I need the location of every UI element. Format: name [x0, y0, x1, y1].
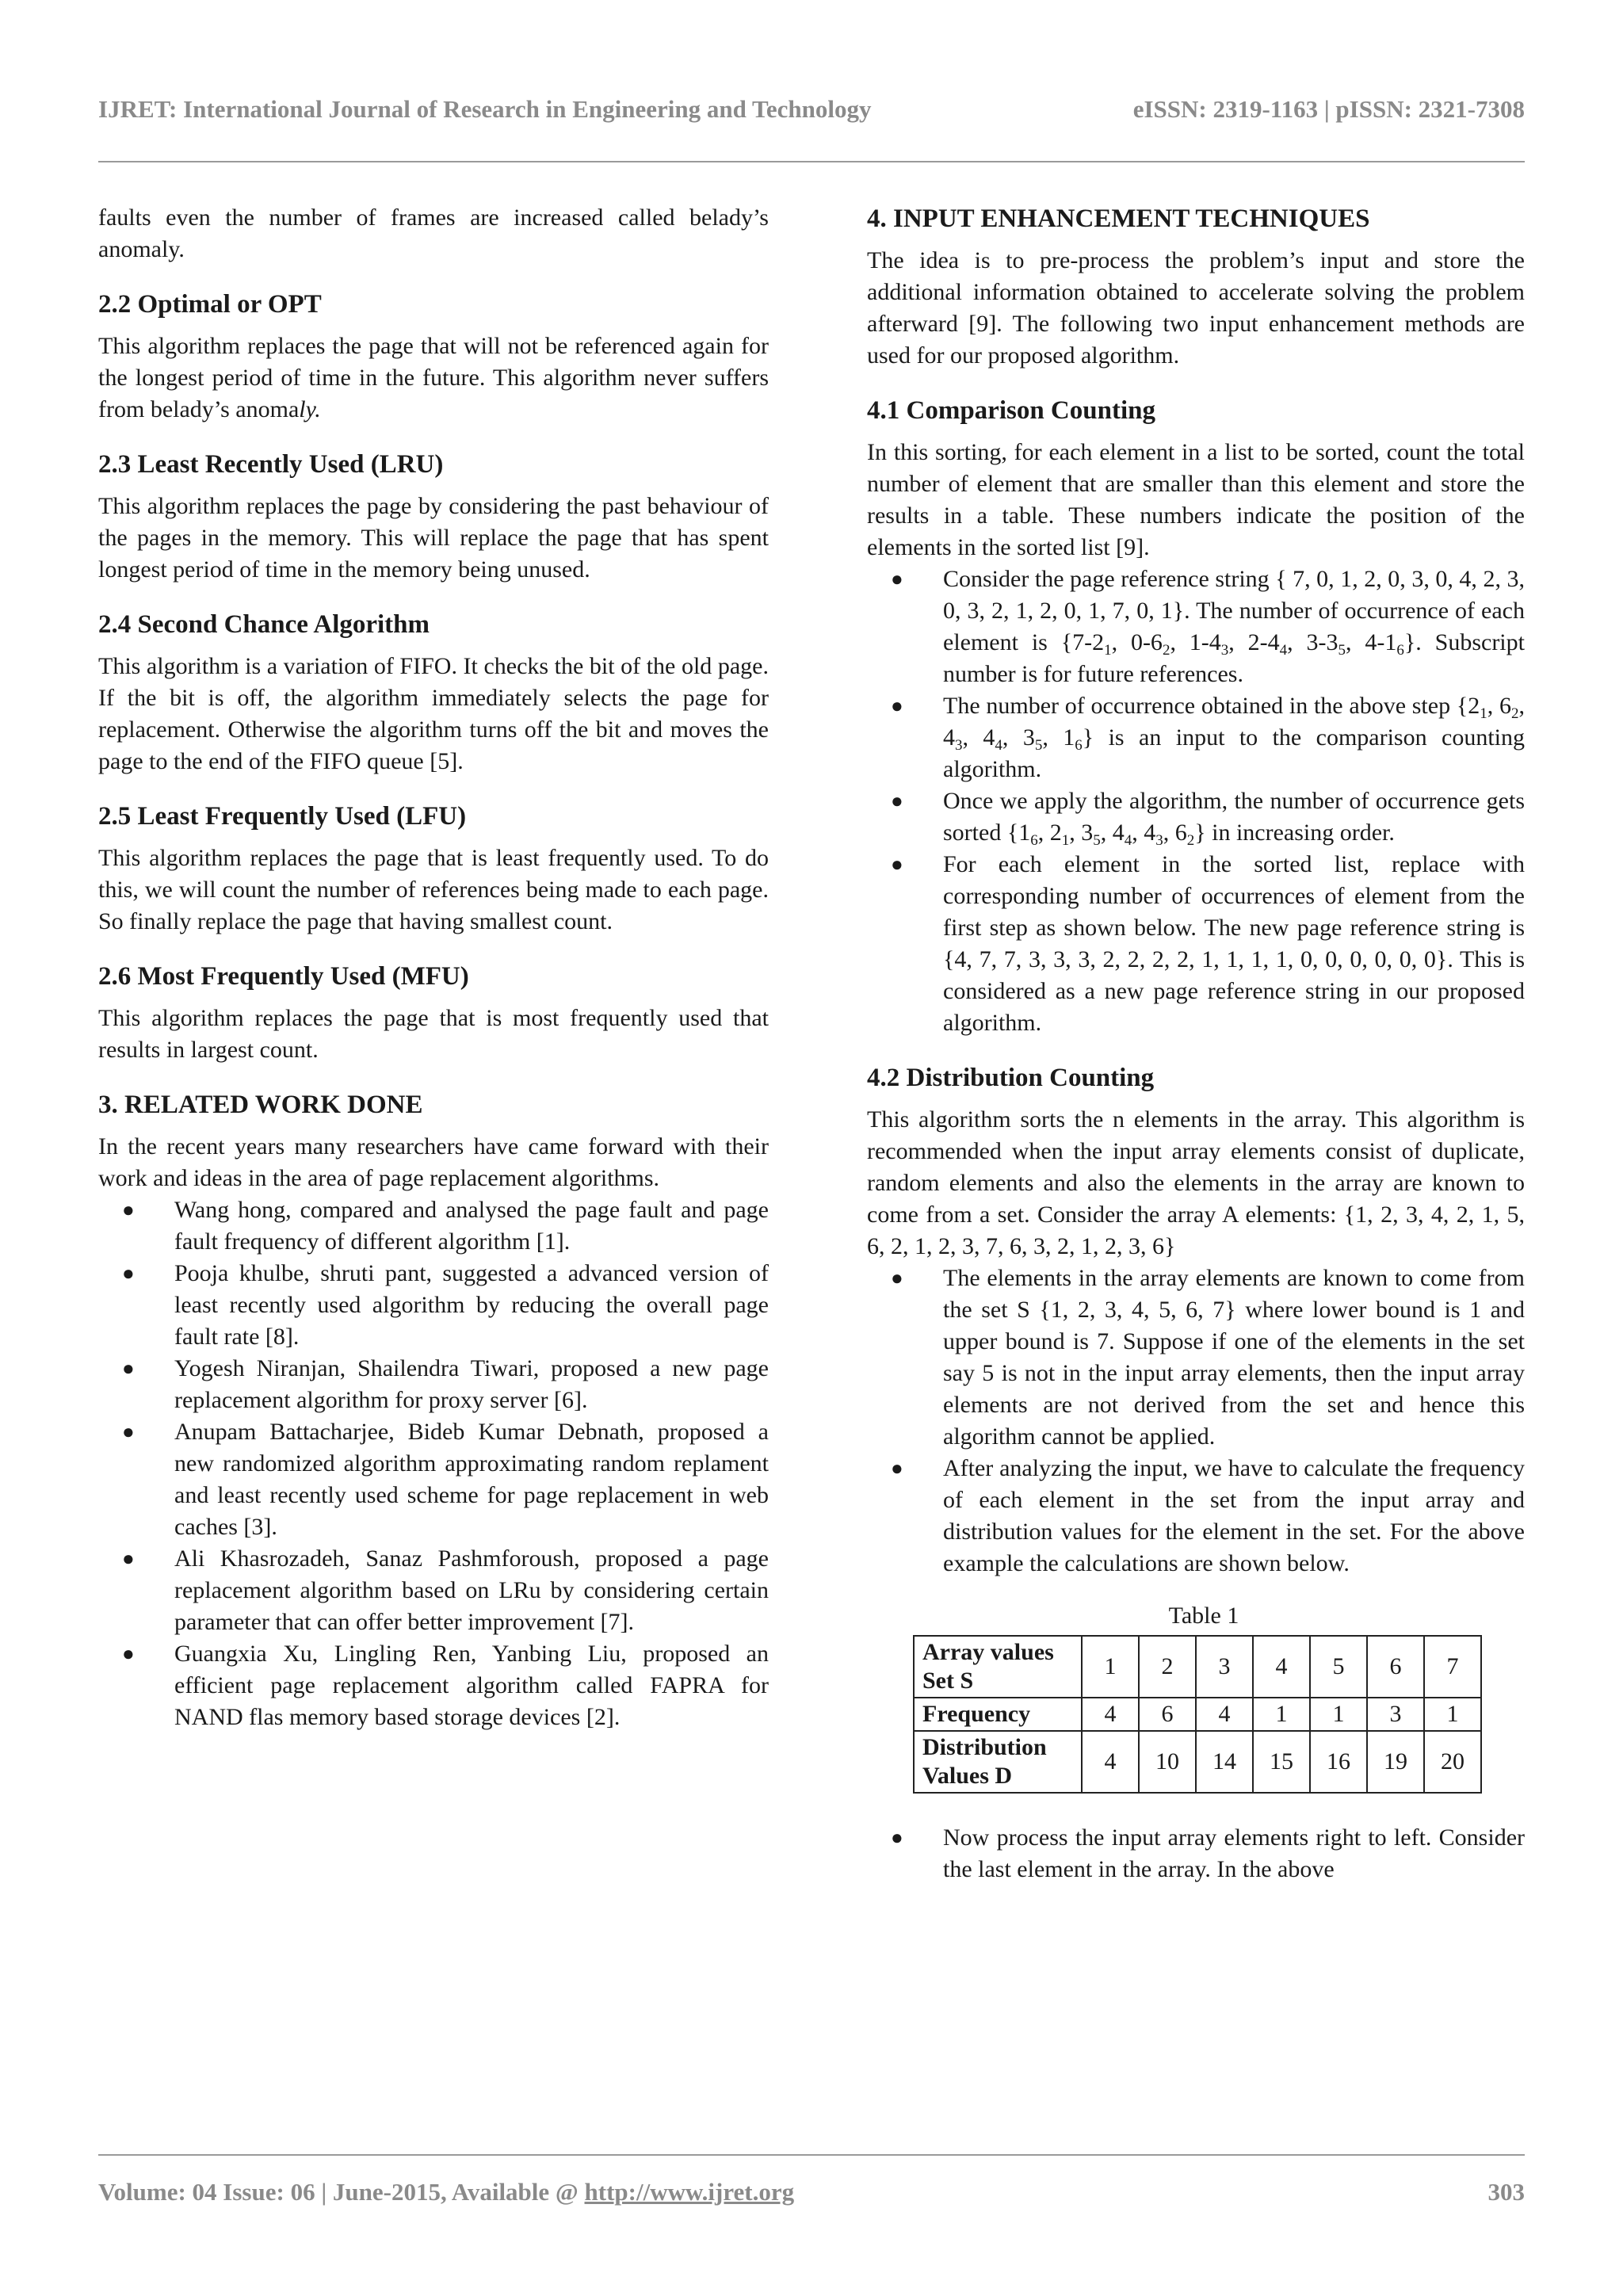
table-cell: 6: [1139, 1698, 1196, 1731]
bullet-icon: ●: [122, 1642, 135, 1665]
bullet-icon: ●: [891, 1457, 903, 1480]
list-item: ● Wang hong, compared and analysed the page fault and page fault frequency of different algorithm [1].: [98, 1194, 769, 1258]
volume-info: Volume: 04 Issue: 06 | June-2015, Available @: [98, 2178, 585, 2206]
table-cell: 4: [1082, 1698, 1139, 1731]
list-item: ● Consider the page reference string { 7, 0, 1, 2, 0, 3, 0, 4, 2, 3, 0, 3, 2, 1, 2, 0, 1, 7, 0, 1}. The number of occurrence of each element is {$7-2_1$, $0-6_2$, $1-4_3$, $2-4_4$, $3-3_5$, $4-1_6$}. Subscript number is for future references.: [867, 563, 1525, 690]
table-cell: 16: [1310, 1731, 1367, 1793]
heading-4: 4. INPUT ENHANCEMENT TECHNIQUES: [867, 204, 1370, 233]
table-row: [914, 1731, 1481, 1793]
paragraph-3: In the recent years many researchers have came forward with their work and ideas in the area of page replacement algorithms.: [98, 1133, 769, 1191]
table-cell: 20: [1424, 1731, 1481, 1793]
list-item: ● After analyzing the input, we have to calculate the frequency of each element in the set from the input array and distribution values for the element in the set. For the above example the calculations are shown below.: [867, 1453, 1525, 1580]
right-column: [867, 202, 1525, 1885]
distribution-counting-list: [867, 1263, 1525, 1580]
list-item: ● Now process the input array elements right to left. Consider the last element in the array. In the above: [867, 1822, 1525, 1885]
bullet-icon: ●: [891, 853, 903, 876]
table-cell: 5: [1310, 1636, 1367, 1698]
final-list: [867, 1822, 1525, 1885]
table-cell: 2: [1139, 1636, 1196, 1698]
row-header: Array values Set S: [914, 1636, 1082, 1698]
related-work-list: [98, 1194, 769, 1733]
paragraph-4: The idea is to pre-process the problem’s input and store the additional information obtained to accelerate solving the problem afterward [9]. The following two input enhancement methods are used for our proposed algorithm.: [867, 247, 1525, 369]
running-footer: [98, 2178, 1525, 2206]
heading-2-2: 2.2 Optimal or OPT: [98, 290, 322, 319]
table-cell: 7: [1424, 1636, 1481, 1698]
paragraph-4-2: This algorithm sorts the n elements in the array. This algorithm is recommended when the input array elements consist of duplicate, random elements and also the elements in the array are known to come from a set. Consider the array A elements: {1, 2, 3, 4, 2, 1, 5, 6, 2, 1, 2, 3, 7, 6, 3, 2, 1, 2, 3, 6}: [867, 1106, 1525, 1259]
bullet-icon: ●: [891, 694, 903, 717]
paragraph-2-6: This algorithm replaces the page that is most frequently used that results in largest count.: [98, 1005, 769, 1063]
footer-rule: [98, 2154, 1525, 2156]
list-item: ● The number of occurrence obtained in the above step {$2_1$, $6_2$, $4_3$, $4_4$, $3_5$, $1_6$} is an input to the comparison counting algorithm.: [867, 690, 1525, 785]
paragraph-2-4: This algorithm is a variation of FIFO. It checks the bit of the old page. If the bit is off, the algorithm immediately selects the page for replacement. Otherwise the algorithm turns off the bit and moves the page to the end of the FIFO queue [5].: [98, 653, 769, 774]
left-column: [98, 202, 769, 1733]
table-cell: 3: [1196, 1636, 1253, 1698]
heading-4-2: 4.2 Distribution Counting: [867, 1064, 1155, 1092]
paragraph-2-5: This algorithm replaces the page that is least frequently used. To do this, we will count the number of references being made to each page. So finally replace the page that having smallest count.: [98, 845, 769, 934]
table-caption: Table 1: [1168, 1603, 1239, 1629]
journal-title: IJRET: International Journal of Research in Engineering and Technology: [98, 95, 872, 123]
bullet-icon: ●: [891, 1266, 903, 1289]
table-cell: 6: [1367, 1636, 1424, 1698]
journal-link[interactable]: http://www.ijret.org: [584, 2178, 795, 2206]
bullet-icon: ●: [891, 1826, 903, 1849]
heading-2-5: 2.5 Least Frequently Used (LFU): [98, 802, 467, 831]
row-header: Frequency: [914, 1698, 1082, 1731]
intro-paragraph: faults even the number of frames are increased called belady’s anomaly.: [98, 204, 769, 262]
table-cell: 1: [1082, 1636, 1139, 1698]
table-cell: 19: [1367, 1731, 1424, 1793]
table-cell: 4: [1196, 1698, 1253, 1731]
heading-2-3: 2.3 Least Recently Used (LRU): [98, 450, 444, 479]
bullet-icon: ●: [891, 789, 903, 812]
table-cell: 4: [1253, 1636, 1310, 1698]
list-item: ● The elements in the array elements are known to come from the set S {1, 2, 3, 4, 5, 6, 7} where lower bound is 1 and upper bound is 7. Suppose if one of the elements in the set say 5 is not in the input array elements, then the input array elements are not derived from the set and hence this algorithm cannot be applied.: [867, 1263, 1525, 1453]
page-number: 303: [1487, 2178, 1525, 2206]
table-cell: 1: [1424, 1698, 1481, 1731]
bullet-icon: ●: [122, 1262, 135, 1285]
list-item: ● Ali Khasrozadeh, Sanaz Pashmforoush, proposed a page replacement algorithm based on LRu by considering certain parameter that can offer better improvement [7].: [98, 1543, 769, 1638]
running-header: [98, 95, 1525, 135]
paragraph-4-1: In this sorting, for each element in a list to be sorted, count the total number of element that are smaller than this element and store the results in a table. These numbers indicate the position of the elements in the sorted list [9].: [867, 439, 1525, 560]
paragraph-2-2: This algorithm replaces the page that will not be referenced again for the longest period of time in the future. This algorithm never suffers from belady’s anomaly.: [98, 333, 769, 422]
table-cell: 3: [1367, 1698, 1424, 1731]
bullet-icon: ●: [122, 1547, 135, 1570]
list-item: ● Anupam Battacharjee, Bideb Kumar Debnath, proposed a new randomized algorithm approximating random replament and least recently used scheme for page replacement in web caches [3].: [98, 1416, 769, 1543]
header-rule: [98, 161, 1525, 162]
list-item: ● Once we apply the algorithm, the number of occurrence gets sorted {$1_6$, $2_1$, $3_5$, $4_4$, $4_3$, $6_2$} in increasing order.: [867, 785, 1525, 849]
table-cell: 1: [1310, 1698, 1367, 1731]
heading-4-1: 4.1 Comparison Counting: [867, 396, 1155, 425]
bullet-icon: ●: [122, 1198, 135, 1221]
paragraph-2-3: This algorithm replaces the page by considering the past behaviour of the pages in the memory. This will replace the page that has spent longest period of time in the memory being unused.: [98, 493, 769, 583]
list-item: ● Yogesh Niranjan, Shailendra Tiwari, proposed a new page replacement algorithm for proxy server [6].: [98, 1353, 769, 1416]
list-item: ● Guangxia Xu, Lingling Ren, Yanbing Liu, proposed an efficient page replacement algorithm called FAPRA for NAND flas memory based storage devices [2].: [98, 1638, 769, 1733]
table-1: [913, 1635, 1482, 1794]
comparison-counting-list: [867, 563, 1525, 1039]
row-header: Distribution Values D: [914, 1731, 1082, 1793]
table-row: [914, 1698, 1481, 1731]
list-item: ● Pooja khulbe, shruti pant, suggested a advanced version of least recently used algorithm by reducing the overall page fault rate [8].: [98, 1258, 769, 1353]
table-row: [914, 1636, 1481, 1698]
heading-2-4: 2.4 Second Chance Algorithm: [98, 610, 430, 639]
bullet-icon: ●: [891, 567, 903, 590]
table-cell: 1: [1253, 1698, 1310, 1731]
bullet-icon: ●: [122, 1357, 135, 1380]
table-cell: 10: [1139, 1731, 1196, 1793]
heading-2-6: 2.6 Most Frequently Used (MFU): [98, 962, 469, 991]
list-item: ● For each element in the sorted list, replace with corresponding number of occurrences of element from the first step as shown below. The new page reference string is {4, 7, 7, 3, 3, 3, 2, 2, 2, 2, 1, 1, 1, 1, 0, 0, 0, 0, 0, 0}. This is considered as a new page reference string in our proposed algorithm.: [867, 849, 1525, 1039]
table-cell: 4: [1082, 1731, 1139, 1793]
table-cell: 15: [1253, 1731, 1310, 1793]
issn: eISSN: 2319-1163 | pISSN: 2321-7308: [1132, 95, 1525, 123]
heading-3: 3. RELATED WORK DONE: [98, 1091, 423, 1119]
table-cell: 14: [1196, 1731, 1253, 1793]
bullet-icon: ●: [122, 1420, 135, 1443]
